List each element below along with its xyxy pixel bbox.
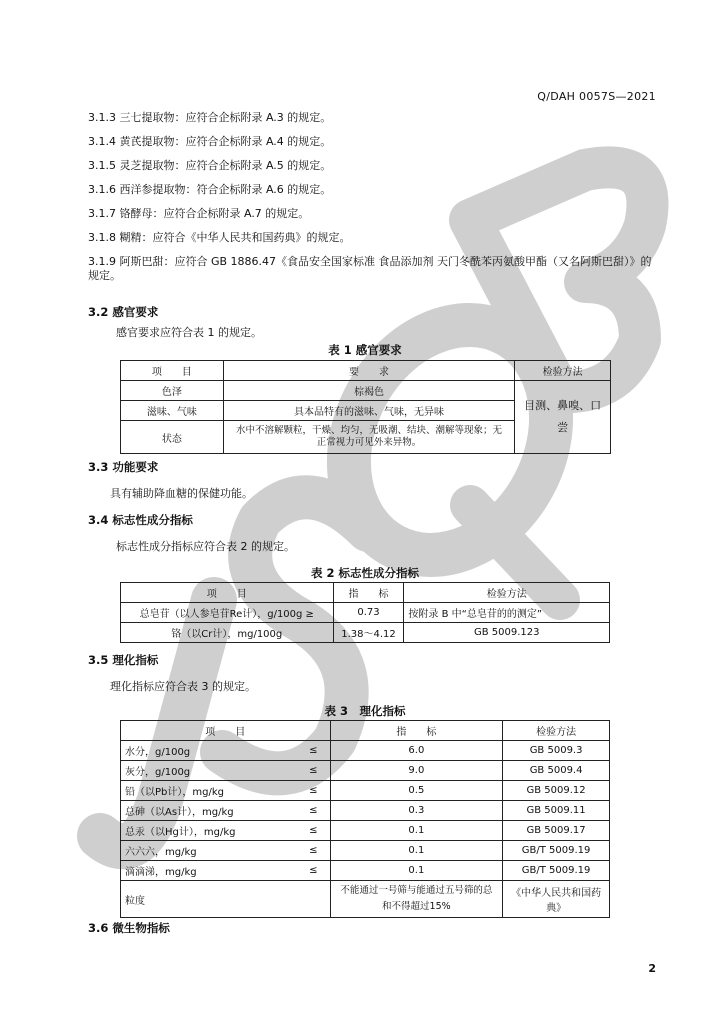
table-cell: GB 5009.3 bbox=[503, 741, 610, 761]
table-cell: 水中不溶解颗粒，干燥、均匀，无吸潮、结块、潮解等现象；无正常视力可见外来异物。 bbox=[223, 421, 514, 454]
table-cell: 0.1 bbox=[330, 861, 503, 881]
table-cell: 总砷（以As计），mg/kg bbox=[121, 801, 301, 821]
table-header-cell: 检验方法 bbox=[515, 361, 611, 381]
table-row bbox=[121, 801, 610, 821]
table-cell-symbol: ≤ bbox=[300, 801, 330, 821]
table-2-markers bbox=[120, 582, 610, 643]
table-cell: 灰分，g/100g bbox=[121, 761, 301, 781]
table-cell: 0.73 bbox=[333, 603, 404, 623]
clause-3-1-9: 3.1.9 阿斯巴甜：应符合 GB 1886.47《食品安全国家标准 食品添加剂 天门冬酰苯丙氨酸甲酯（又名阿斯巴甜）》的规定。 bbox=[88, 255, 652, 282]
clause-3-1-7: 3.1.7 铬酵母：应符合企标附录 A.7 的规定。 bbox=[88, 207, 310, 220]
clause-3-1-3: 3.1.3 三七提取物：应符合企标附录 A.3 的规定。 bbox=[88, 111, 332, 124]
section-3-4-text: 标志性成分指标应符合表 2 的规定。 bbox=[116, 540, 295, 553]
table-cell-symbol bbox=[300, 881, 330, 918]
table-cell: 1.38～4.12 bbox=[333, 623, 404, 643]
table-row bbox=[121, 861, 610, 881]
table-cell: 六六六，mg/kg bbox=[121, 841, 301, 861]
table-cell: 不能通过一号筛与能通过五号筛的总和不得超过15% bbox=[330, 881, 503, 918]
table-cell: GB 5009.123 bbox=[404, 623, 610, 643]
standard-code: Q/DAH 0057S—2021 bbox=[537, 90, 656, 103]
table-cell-method: 目测、鼻嗅、口尝 bbox=[515, 381, 611, 454]
table-cell: 0.5 bbox=[330, 781, 503, 801]
table-cell: 按附录 B 中“总皂苷的的测定” bbox=[404, 603, 610, 623]
table-cell: 滋味、气味 bbox=[121, 401, 224, 421]
section-3-5-heading: 3.5 理化指标 bbox=[88, 653, 159, 667]
table-header-cell: 检验方法 bbox=[503, 721, 610, 741]
section-3-6-heading: 3.6 微生物指标 bbox=[88, 921, 170, 935]
table-cell: GB 5009.12 bbox=[503, 781, 610, 801]
table-cell: 状态 bbox=[121, 421, 224, 454]
table-3-caption: 表 3 理化指标 bbox=[324, 704, 406, 718]
page-number: 2 bbox=[648, 962, 656, 975]
table-cell: GB 5009.4 bbox=[503, 761, 610, 781]
table-cell-symbol: ≤ bbox=[300, 861, 330, 881]
clause-3-1-8: 3.1.8 糊精：应符合《中华人民共和国药典》的规定。 bbox=[88, 231, 351, 244]
table-cell: 滴滴涕，mg/kg bbox=[121, 861, 301, 881]
clause-3-1-5: 3.1.5 灵芝提取物：应符合企标附录 A.5 的规定。 bbox=[88, 159, 332, 172]
table-cell-symbol: ≤ bbox=[300, 821, 330, 841]
section-3-2-text: 感官要求应符合表 1 的规定。 bbox=[116, 326, 262, 339]
table-3-physchem bbox=[120, 720, 610, 918]
table-1-sensory bbox=[120, 360, 611, 454]
clause-3-1-6: 3.1.6 西洋参提取物：符合企标附录 A.6 的规定。 bbox=[88, 183, 332, 196]
table-header-cell: 要 求 bbox=[223, 361, 514, 381]
table-cell: 铅（以Pb计），mg/kg bbox=[121, 781, 301, 801]
table-cell-symbol: ≤ bbox=[300, 841, 330, 861]
table-row bbox=[121, 361, 611, 381]
table-header-cell: 项 目 bbox=[121, 583, 334, 603]
table-cell: 具本品特有的滋味、气味，无异味 bbox=[223, 401, 514, 421]
table-cell-symbol: ≤ bbox=[300, 781, 330, 801]
table-1-caption: 表 1 感官要求 bbox=[328, 343, 402, 357]
table-header-cell: 项 目 bbox=[121, 721, 331, 741]
table-row bbox=[121, 583, 610, 603]
table-cell-symbol: ≤ bbox=[300, 761, 330, 781]
table-row bbox=[121, 623, 610, 643]
table-cell: 粒度 bbox=[121, 881, 301, 918]
section-3-2-heading: 3.2 感官要求 bbox=[88, 305, 159, 319]
table-cell: 0.3 bbox=[330, 801, 503, 821]
table-cell: 9.0 bbox=[330, 761, 503, 781]
table-row bbox=[121, 721, 610, 741]
table-cell: 铬（以Cr计），mg/100g bbox=[121, 623, 334, 643]
table-cell: 0.1 bbox=[330, 821, 503, 841]
table-cell: GB 5009.17 bbox=[503, 821, 610, 841]
table-cell-symbol: ≤ bbox=[300, 741, 330, 761]
table-cell: GB 5009.11 bbox=[503, 801, 610, 821]
table-cell: 总皂苷（以人参皂苷Re计），g/100g ≥ bbox=[121, 603, 334, 623]
section-3-3-text: 具有辅助降血糖的保健功能。 bbox=[110, 487, 253, 500]
table-cell: 总汞（以Hg计），mg/kg bbox=[121, 821, 301, 841]
table-row bbox=[121, 381, 611, 401]
clause-3-1-4: 3.1.4 黄芪提取物：应符合企标附录 A.4 的规定。 bbox=[88, 135, 332, 148]
table-header-cell: 项 目 bbox=[121, 361, 224, 381]
table-cell: 色泽 bbox=[121, 381, 224, 401]
table-cell: 《中华人民共和国药典》 bbox=[503, 881, 610, 918]
table-cell: GB/T 5009.19 bbox=[503, 861, 610, 881]
table-cell: 0.1 bbox=[330, 841, 503, 861]
section-3-4-heading: 3.4 标志性成分指标 bbox=[88, 513, 193, 527]
table-cell: 6.0 bbox=[330, 741, 503, 761]
table-row bbox=[121, 821, 610, 841]
table-cell: GB/T 5009.19 bbox=[503, 841, 610, 861]
table-2-caption: 表 2 标志性成分指标 bbox=[310, 566, 419, 580]
table-row bbox=[121, 841, 610, 861]
table-header-cell: 检验方法 bbox=[404, 583, 610, 603]
table-row bbox=[121, 881, 610, 918]
section-3-3-heading: 3.3 功能要求 bbox=[88, 460, 159, 474]
table-row bbox=[121, 603, 610, 623]
table-header-cell: 指 标 bbox=[333, 583, 404, 603]
table-row bbox=[121, 781, 610, 801]
table-row bbox=[121, 761, 610, 781]
table-cell: 棕褐色 bbox=[223, 381, 514, 401]
table-cell: 水分，g/100g bbox=[121, 741, 301, 761]
table-row bbox=[121, 741, 610, 761]
section-3-5-text: 理化指标应符合表 3 的规定。 bbox=[110, 680, 256, 693]
table-header-cell: 指 标 bbox=[330, 721, 503, 741]
